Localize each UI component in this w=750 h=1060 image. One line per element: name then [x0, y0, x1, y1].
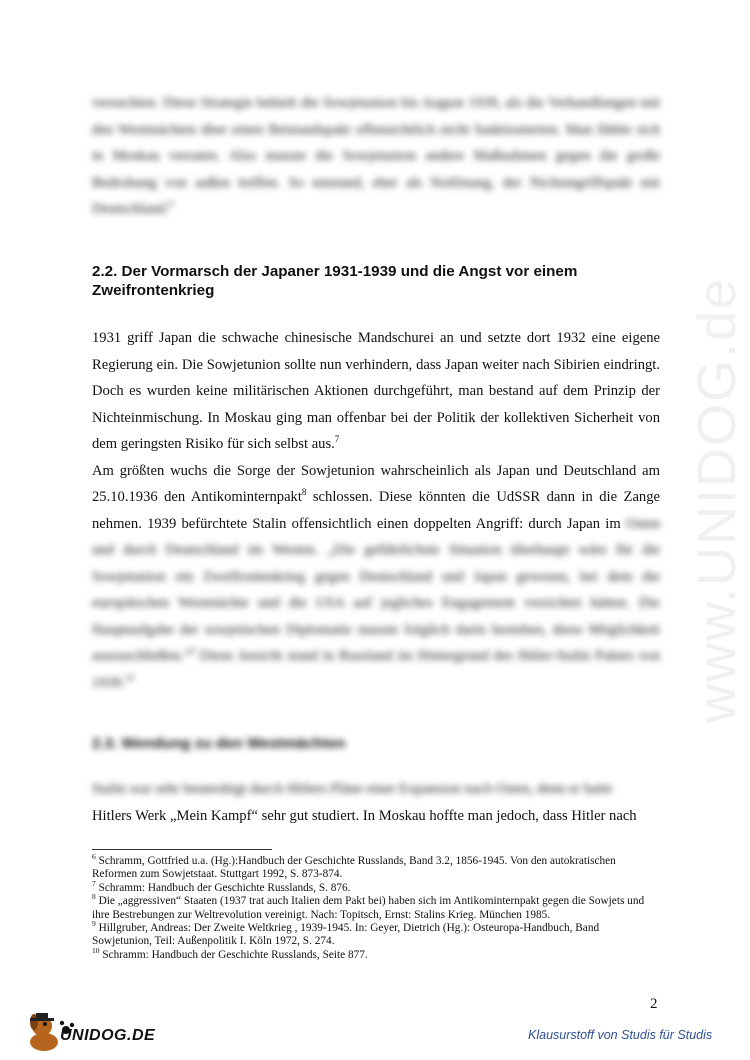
footnote-number: 10 [92, 946, 100, 956]
paragraph-antikomintern-cont: schlossen. Diese könnten die UdSSR dann in die Zange nehmen. 1939 befürchtete Stalin offensichtlich einen doppelten Angriff: durch Japan im [92, 489, 661, 532]
blurred-text [92, 516, 660, 691]
slogan: Klausurstoff von Studis für Studis [528, 1028, 713, 1042]
paragraph-mein-kampf: Hitlers Werk „Mein Kampf“ sehr gut studiert. In Moskau hoffte man jedoch, dass Hitler nach [92, 807, 637, 824]
footnote-item [92, 852, 660, 882]
footnote-ref: 6 [168, 199, 174, 210]
footnote-number: 6 [92, 852, 96, 862]
footnote-text: Schramm: Handbuch der Geschichte Russlands, S. 876. [95, 881, 351, 894]
footnote-number: 7 [92, 879, 96, 889]
paragraph-japan: 1931 griff Japan die schwache chinesische Mandschurei an und setzte dort 1932 eine eigene Regierung ein. Die Sowjetunion sollte nun verhindern, dass Japan weiter nach Sibirien eindringt. Doch es wurden keine militärischen Aktionen durchgeführt, man bestand auf dem Prinzip der Nichteinmischung. In Moskau ging man offenbar bei der Politik der kollektiven Sicherheit von dem geringsten Risiko für sich selbst aus. [92, 330, 660, 452]
section-body [92, 325, 660, 696]
footnote-ref: 8 [301, 487, 307, 498]
page-number: 2 [650, 996, 658, 1012]
footnote-text: Schramm: Handbuch der Geschichte Russlands, Seite 877. [99, 948, 368, 961]
blurred-quote: Osten und durch Deutschland im Westen. „Die gefährlichste Situation überhaupt wäre für die Sowjetunion ein Zweifrontenkrieg gegen Deutschland und Japan gewesen, bei dem die europäischen Westmächte und die USA auf jegliches Engagement verzichtet hätten. Die Hauptaufgabe der sowjetischen Diplomatie musste folglich darin bestehen, diese Möglichkeit auszuschließen.“ [92, 515, 660, 664]
footnote-number: 8 [92, 892, 96, 902]
footnote-item [92, 919, 660, 949]
logo-wordmark: UNIDOG.DE [60, 1027, 156, 1044]
footnote-number: 9 [92, 919, 96, 929]
footnotes [92, 852, 660, 962]
section-heading-2-2: 2.2. Der Vormarsch der Japaner 1931-1939 und die Angst vor einem Zweifrontenkrieg [92, 263, 578, 299]
watermark: www.UNIDOG.de [687, 276, 747, 724]
paragraph-antikomintern: Am größten wuchs die Sorge der Sowjetunion wahrscheinlich als Japan und Deutschland am 25.10.1936 den Antikominternpakt [92, 462, 660, 505]
footnote-ref: 10 [124, 672, 134, 683]
footnote-ref: 7 [334, 434, 340, 445]
footnote-text: Hillgruber, Andreas: Der Zweite Weltkrieg , 1939-1945. In: Geyer, Dietrich (Hg.): Osteuropa-Handbuch, Band Sowjetunion, Teil: Außenpolitik I. Köln 1972, S. 274. [92, 922, 600, 948]
section-heading-2-3: 2.3. Wendung zu den Westmächten [92, 735, 346, 752]
blurred-paragraph-top [92, 90, 660, 223]
footnote-item [92, 892, 660, 922]
footnote-item [92, 946, 660, 962]
footnote-ref: 9 [190, 646, 195, 657]
blurred-tail: Diese Ansicht stand in Russland im Hintergrund des Hitler-Stalin Paktes von 1939. [92, 648, 660, 691]
paragraph-text: versuchten. Diese Strategie behielt die Sowjetunion bis August 1939, als die Verhandlungen mit den Westmächten über einen Beistandspakt offensichtlich nicht funktionierten. Man fühlte sich in Moskau verraten. Also musste die Sowjetunion andere Maßnahmen gegen die große Bedrohung von außen treffen. So entstand, eher als Notlösung, der Nichtangriffspakt mit Deutschland. [92, 95, 660, 217]
footnote-item [92, 879, 660, 895]
footnote-separator [92, 849, 272, 850]
section-body-2-3 [92, 776, 660, 829]
footnote-text: Schramm, Gottfried u.a. (Hg.):Handbuch der Geschichte Russlands, Band 3.2, 1856-1945. Von den autokratischen Reformen zum Sowjetstaat. Stuttgart 1992, S. 873-874. [92, 855, 616, 881]
footnote-text: Die „aggressiven“ Staaten (1937 trat auch Italien dem Pakt bei) haben sich im Antikominternpakt gegen die Sowjets und ihre Bestrebungen zur Weltrevolution vereinigt. Nach: Topitsch, Ernst: Stalins Krieg. München 1985. [92, 895, 645, 921]
blurred-line: Stalin war sehr beunruhigt durch Hitlers Pläne einer Expansion nach Osten, denn er hatte [92, 781, 613, 797]
